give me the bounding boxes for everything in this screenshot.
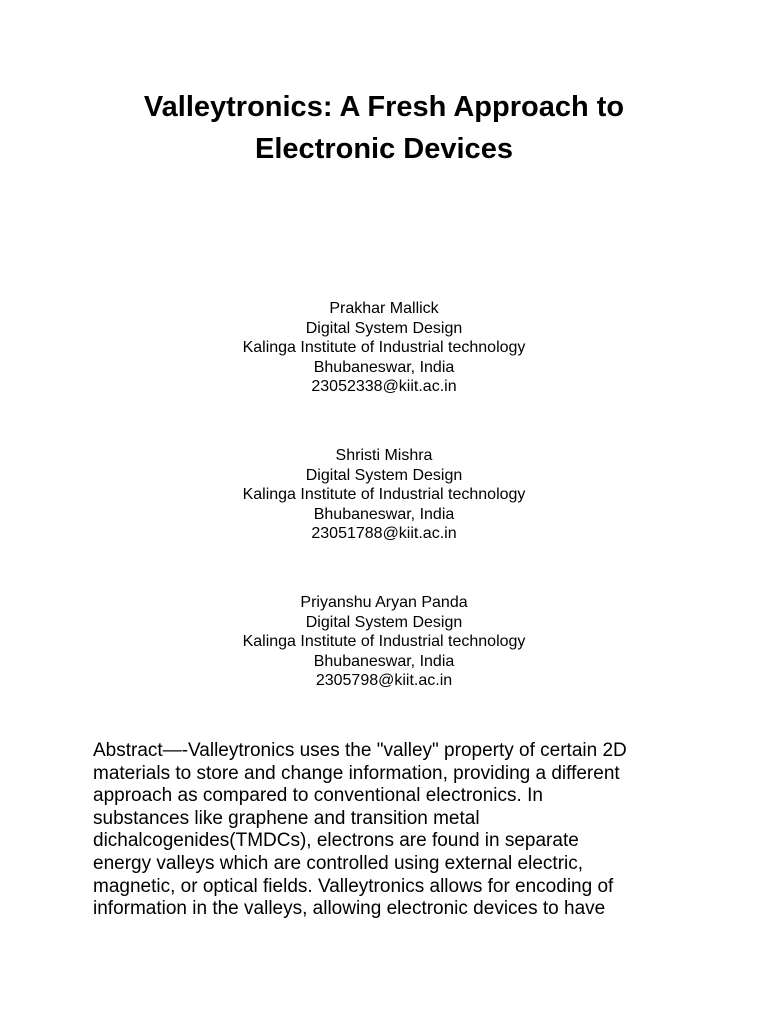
abstract-line: energy valleys which are controlled using external electric, <box>93 852 584 874</box>
author-department: Digital System Design <box>305 613 463 631</box>
author-name: Shristi Mishra <box>335 447 433 464</box>
author-location: Bhubaneswar, India <box>313 358 455 376</box>
author-location: Bhubaneswar, India <box>313 505 455 523</box>
author-institute: Kalinga Institute of Industrial technology <box>242 486 526 504</box>
abstract-line: materials to store and change information, providing a different <box>93 762 620 784</box>
author-department: Digital System Design <box>305 466 463 484</box>
author-email: 23051788@kiit.ac.in <box>311 525 457 543</box>
title-line: Electronic Devices <box>255 133 513 165</box>
abstract-paragraph <box>93 740 693 921</box>
author-name: Prakhar Mallick <box>329 300 439 317</box>
author-email: 2305798@kiit.ac.in <box>315 672 453 690</box>
author-block <box>0 593 768 691</box>
author-department: Digital System Design <box>305 319 463 337</box>
author-name: Priyanshu Aryan Panda <box>300 594 468 611</box>
author-email: 23052338@kiit.ac.in <box>311 378 457 396</box>
title-line: Valleytronics: A Fresh Approach to <box>143 91 625 123</box>
paper-title <box>60 86 708 170</box>
author-block <box>0 446 768 544</box>
abstract-line: Abstract—-Valleytronics uses the "valley" property of certain 2D <box>93 740 627 761</box>
author-institute: Kalinga Institute of Industrial technology <box>242 339 526 357</box>
abstract-line: magnetic, or optical fields. Valleytronics allows for encoding of <box>93 875 614 897</box>
abstract-line: substances like graphene and transition metal <box>93 807 480 829</box>
author-location: Bhubaneswar, India <box>313 652 455 670</box>
author-institute: Kalinga Institute of Industrial technology <box>242 633 526 651</box>
abstract-line: information in the valleys, allowing electronic devices to have <box>93 898 606 920</box>
abstract-line: dichalcogenides(TMDCs), electrons are found in separate <box>93 830 579 852</box>
abstract-line: approach as compared to conventional electronics. In <box>93 785 543 807</box>
author-block <box>0 299 768 397</box>
